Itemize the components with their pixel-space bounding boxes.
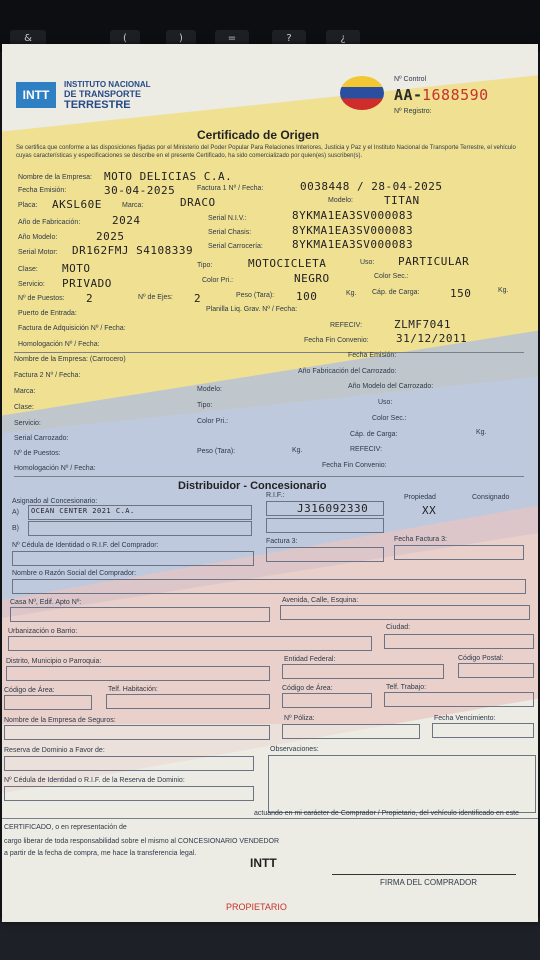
carr-label-uso: Uso:	[378, 399, 393, 406]
concesionario-a-field[interactable]	[28, 505, 252, 520]
label-vencimiento: Fecha Vencimiento:	[434, 715, 496, 722]
footer-line-3: cargo liberar de toda responsabilidad sobre el mismo al CONCESIONARIO VENDEDOR	[4, 838, 280, 845]
keyboard-key: ¿	[326, 30, 360, 48]
value-color-pri: NEGRO	[294, 272, 330, 285]
value-concesionario-a: OCEAN CENTER 2021 C.A.	[31, 507, 135, 515]
keyboard-key: ?	[272, 30, 306, 48]
carr-label-color-pri: Color Pri.:	[197, 418, 229, 425]
keyboard-key: )	[166, 30, 196, 48]
trabajo-field[interactable]	[384, 692, 534, 707]
label-serial-carroceria: Serial Carrocería:	[208, 243, 263, 250]
value-serial-carroceria: 8YKMA1EA3SV000083	[292, 238, 414, 251]
institute-line-1: INSTITUTO NACIONAL	[64, 80, 151, 89]
label-color-sec: Color Sec.:	[374, 273, 409, 280]
carr-label-kg-2: Kg.	[292, 447, 303, 454]
divider	[14, 476, 524, 477]
footer-line-2: CERTIFICADO, o en representación de	[4, 824, 127, 831]
signature-line	[332, 874, 516, 875]
label-tipo: Tipo:	[197, 262, 213, 269]
label-empresa: Nombre de la Empresa:	[18, 174, 92, 181]
value-uso: PARTICULAR	[398, 255, 470, 268]
label-cedula-reserva: Nº Cédula de Identidad o R.I.F. de la Reserva de Dominio:	[4, 777, 185, 784]
label-serial-motor: Serial Motor:	[18, 249, 58, 256]
area-2-field[interactable]	[282, 693, 372, 708]
label-carga: Cáp. de Carga:	[372, 289, 420, 296]
value-clase: MOTO	[62, 262, 91, 275]
value-puestos: 2	[86, 292, 94, 305]
certificate-document	[2, 44, 538, 922]
label-distrito: Distrito, Municipio o Parroquia:	[6, 658, 102, 665]
cedula-reserva-field[interactable]	[4, 786, 254, 801]
value-carga: 150	[450, 287, 472, 300]
label-modelo: Modelo:	[328, 197, 353, 204]
control-prefix: AA-	[394, 86, 423, 104]
entidad-field[interactable]	[282, 664, 444, 679]
rif-b-field[interactable]	[266, 518, 384, 533]
value-fecha-emision: 30-04-2025	[104, 184, 176, 197]
certificate-title: Certificado de Origen	[197, 128, 320, 142]
label-serial-chasis: Serial Chasis:	[208, 229, 252, 236]
label-kg-1: Kg.	[346, 290, 357, 297]
value-anio-fab: 2024	[112, 214, 141, 227]
urbanizacion-field[interactable]	[8, 636, 372, 651]
intt-logo: INTT	[16, 82, 56, 108]
reserva-field[interactable]	[4, 756, 254, 771]
label-area-2: Código de Área:	[282, 685, 333, 692]
value-placa: AKSL60E	[52, 198, 102, 211]
casa-field[interactable]	[10, 607, 270, 622]
label-fecha-emision: Fecha Emisión:	[18, 187, 67, 194]
carr-label-peso: Peso (Tara):	[197, 448, 236, 455]
label-clase: Clase:	[18, 266, 38, 273]
carr-label-tipo: Tipo:	[197, 402, 213, 409]
label-anio-fab: Año de Fabricación:	[18, 219, 81, 226]
carr-label-fecha-emision: Fecha Emisión:	[348, 352, 397, 359]
label-cedula: Nº Cédula de Identidad o R.I.F. del Comprador:	[12, 542, 159, 549]
label-factura3: Factura 3:	[266, 538, 298, 545]
institute-line-2: DE TRANSPORTE	[64, 89, 142, 99]
value-anio-modelo: 2025	[96, 230, 125, 243]
carr-label-modelo: Modelo:	[197, 386, 222, 393]
carr-label-anio-modelo: Año Modelo del Carrozado:	[348, 383, 434, 390]
control-number: 1688590	[422, 86, 489, 104]
carr-label-factura2: Factura 2 Nº / Fecha:	[14, 372, 81, 379]
label-marca: Marca:	[122, 202, 144, 209]
value-empresa: MOTO DELICIAS C.A.	[104, 170, 233, 183]
value-peso: 100	[296, 290, 318, 303]
divider	[2, 818, 538, 819]
postal-field[interactable]	[458, 663, 534, 678]
label-fecha-fin: Fecha Fin Convenio:	[304, 337, 369, 344]
institute-line-3: TERRESTRE	[64, 99, 131, 111]
label-placa: Placa:	[18, 202, 38, 209]
divider	[14, 352, 524, 353]
label-entidad: Entidad Federal:	[284, 656, 336, 663]
label-area-1: Código de Área:	[4, 687, 55, 694]
value-marca: DRACO	[180, 196, 216, 209]
label-fecha-factura3: Fecha Factura 3:	[394, 536, 447, 543]
carr-label-homologacion: Homologación Nº / Fecha:	[14, 465, 96, 472]
carr-label-anio-fab: Año Fabricación del Carrozado:	[298, 368, 397, 375]
distribuidor-title: Distribuidor - Concesionario	[178, 480, 327, 492]
label-ejes: Nº de Ejes:	[138, 294, 173, 301]
label-refeciv: REFECIV:	[330, 322, 363, 329]
rif-field[interactable]	[266, 501, 384, 516]
carr-label-color-sec: Color Sec.:	[372, 415, 407, 422]
label-poliza: Nº Póliza:	[284, 715, 315, 722]
registro-label: Nº Registro:	[394, 108, 432, 115]
label-anio-modelo: Año Modelo:	[18, 234, 58, 241]
carr-label-carga: Cáp. de Carga:	[350, 431, 398, 438]
value-serial-motor: DR162FMJ S4108339	[72, 244, 194, 257]
cedula-field[interactable]	[12, 551, 254, 566]
label-observaciones: Observaciones:	[270, 746, 319, 753]
fecha-factura3-field[interactable]	[394, 545, 524, 560]
label-habitacion: Telf. Habitación:	[108, 686, 158, 693]
factura3-field[interactable]	[266, 547, 384, 562]
label-kg-2: Kg.	[498, 287, 509, 294]
value-rif: J316092330	[297, 502, 369, 515]
value-refeciv: ZLMF7041	[394, 318, 451, 331]
label-color-pri: Color Pri.:	[202, 277, 234, 284]
label-factura: Factura 1 Nº / Fecha:	[197, 185, 264, 192]
carr-label-clase: Clase:	[14, 404, 34, 411]
value-serial-chasis: 8YKMA1EA3SV000083	[292, 224, 414, 237]
carr-label-empresa: Nombre de la Empresa: (Carrocero)	[14, 356, 126, 363]
footer-intt: INTT	[250, 856, 277, 870]
label-a: A)	[12, 509, 19, 516]
label-homologacion: Homologación Nº / Fecha:	[18, 341, 100, 348]
footer-line-4: a partir de la fecha de compra, me hace la transferencia legal.	[4, 850, 197, 857]
seguros-field[interactable]	[4, 725, 270, 740]
label-nombre: Nombre o Razón Social del Comprador:	[12, 570, 137, 577]
label-avenida: Avenida, Calle, Esquina:	[282, 597, 359, 604]
habitacion-field[interactable]	[106, 694, 270, 709]
value-serial-niv: 8YKMA1EA3SV000083	[292, 209, 414, 222]
poliza-field[interactable]	[282, 724, 420, 739]
label-propiedad: Propiedad	[404, 494, 436, 501]
label-casa: Casa Nº, Edif. Apto Nº:	[10, 599, 82, 606]
label-servicio: Servicio:	[18, 281, 45, 288]
label-trabajo: Telf. Trabajo:	[386, 684, 427, 691]
keyboard-key: &	[10, 30, 46, 48]
vencimiento-field[interactable]	[432, 723, 534, 738]
label-urbanizacion: Urbanización o Barrio:	[8, 628, 78, 635]
footer-propietario: PROPIETARIO	[226, 902, 287, 912]
label-asignado: Asignado al Concesionario:	[12, 498, 98, 505]
value-factura: 0038448 / 28-04-2025	[300, 180, 443, 193]
certificate-intro: Se certifica que conforme a las disposiciones fijadas por el Ministerio del Poder Popular Para Relaciones Interiores, Justicia y Paz y el Instituto Nacional de Transporte Terrestre, el vehículo cuyas características y especificaciones se describe en el presente Certificado, ha sido comercializado por quien(es) suscriben(s).	[16, 145, 516, 159]
carr-label-servicio: Servicio:	[14, 420, 41, 427]
footer-line-1: actuando en mi carácter de Comprador / Propietario, del vehículo identificado en este	[254, 810, 519, 817]
label-factura-adq: Factura de Adquisición Nº / Fecha:	[18, 325, 126, 332]
label-postal: Código Postal:	[458, 655, 504, 662]
label-planilla: Planilla Liq. Grav. Nº / Fecha:	[206, 306, 298, 313]
carr-label-fecha-fin: Fecha Fin Convenio:	[322, 462, 387, 469]
carr-label-serial: Serial Carrozado:	[14, 435, 69, 442]
carr-label-kg-1: Kg.	[476, 429, 487, 436]
carr-label-marca: Marca:	[14, 388, 36, 395]
value-tipo: MOTOCICLETA	[248, 257, 327, 270]
value-fecha-fin: 31/12/2011	[396, 332, 468, 345]
area-1-field[interactable]	[4, 695, 92, 710]
label-rif: R.I.F.:	[266, 492, 285, 499]
label-b: B)	[12, 525, 19, 532]
label-puerto: Puerto de Entrada:	[18, 310, 77, 317]
label-puestos: Nº de Puestos:	[18, 295, 65, 302]
control-label: Nº Control	[394, 76, 427, 83]
observaciones-field[interactable]	[268, 755, 536, 813]
value-ejes: 2	[194, 292, 202, 305]
label-peso: Peso (Tara):	[236, 292, 275, 299]
nombre-field[interactable]	[12, 579, 526, 594]
keyboard-key: =	[215, 30, 249, 48]
ciudad-field[interactable]	[384, 634, 534, 649]
label-uso: Uso:	[360, 259, 375, 266]
value-servicio: PRIVADO	[62, 277, 112, 290]
avenida-field[interactable]	[280, 605, 530, 620]
venezuela-coat-of-arms-icon	[340, 76, 384, 110]
table-surface	[0, 918, 540, 960]
footer-firma: FIRMA DEL COMPRADOR	[380, 878, 478, 887]
label-seguros: Nombre de la Empresa de Seguros:	[4, 717, 116, 724]
keyboard-key: (	[110, 30, 140, 48]
concesionario-b-field[interactable]	[28, 521, 252, 536]
carr-label-refeciv: REFECIV:	[350, 446, 383, 453]
label-serial-niv: Serial N.I.V.:	[208, 215, 247, 222]
value-propiedad: XX	[422, 504, 437, 517]
label-reserva: Reserva de Dominio a Favor de:	[4, 747, 105, 754]
distrito-field[interactable]	[6, 666, 270, 681]
label-consignado: Consignado	[472, 494, 510, 501]
value-modelo: TITAN	[384, 194, 420, 207]
label-ciudad: Ciudad:	[386, 624, 411, 631]
carr-label-puestos: Nº de Puestos:	[14, 450, 61, 457]
